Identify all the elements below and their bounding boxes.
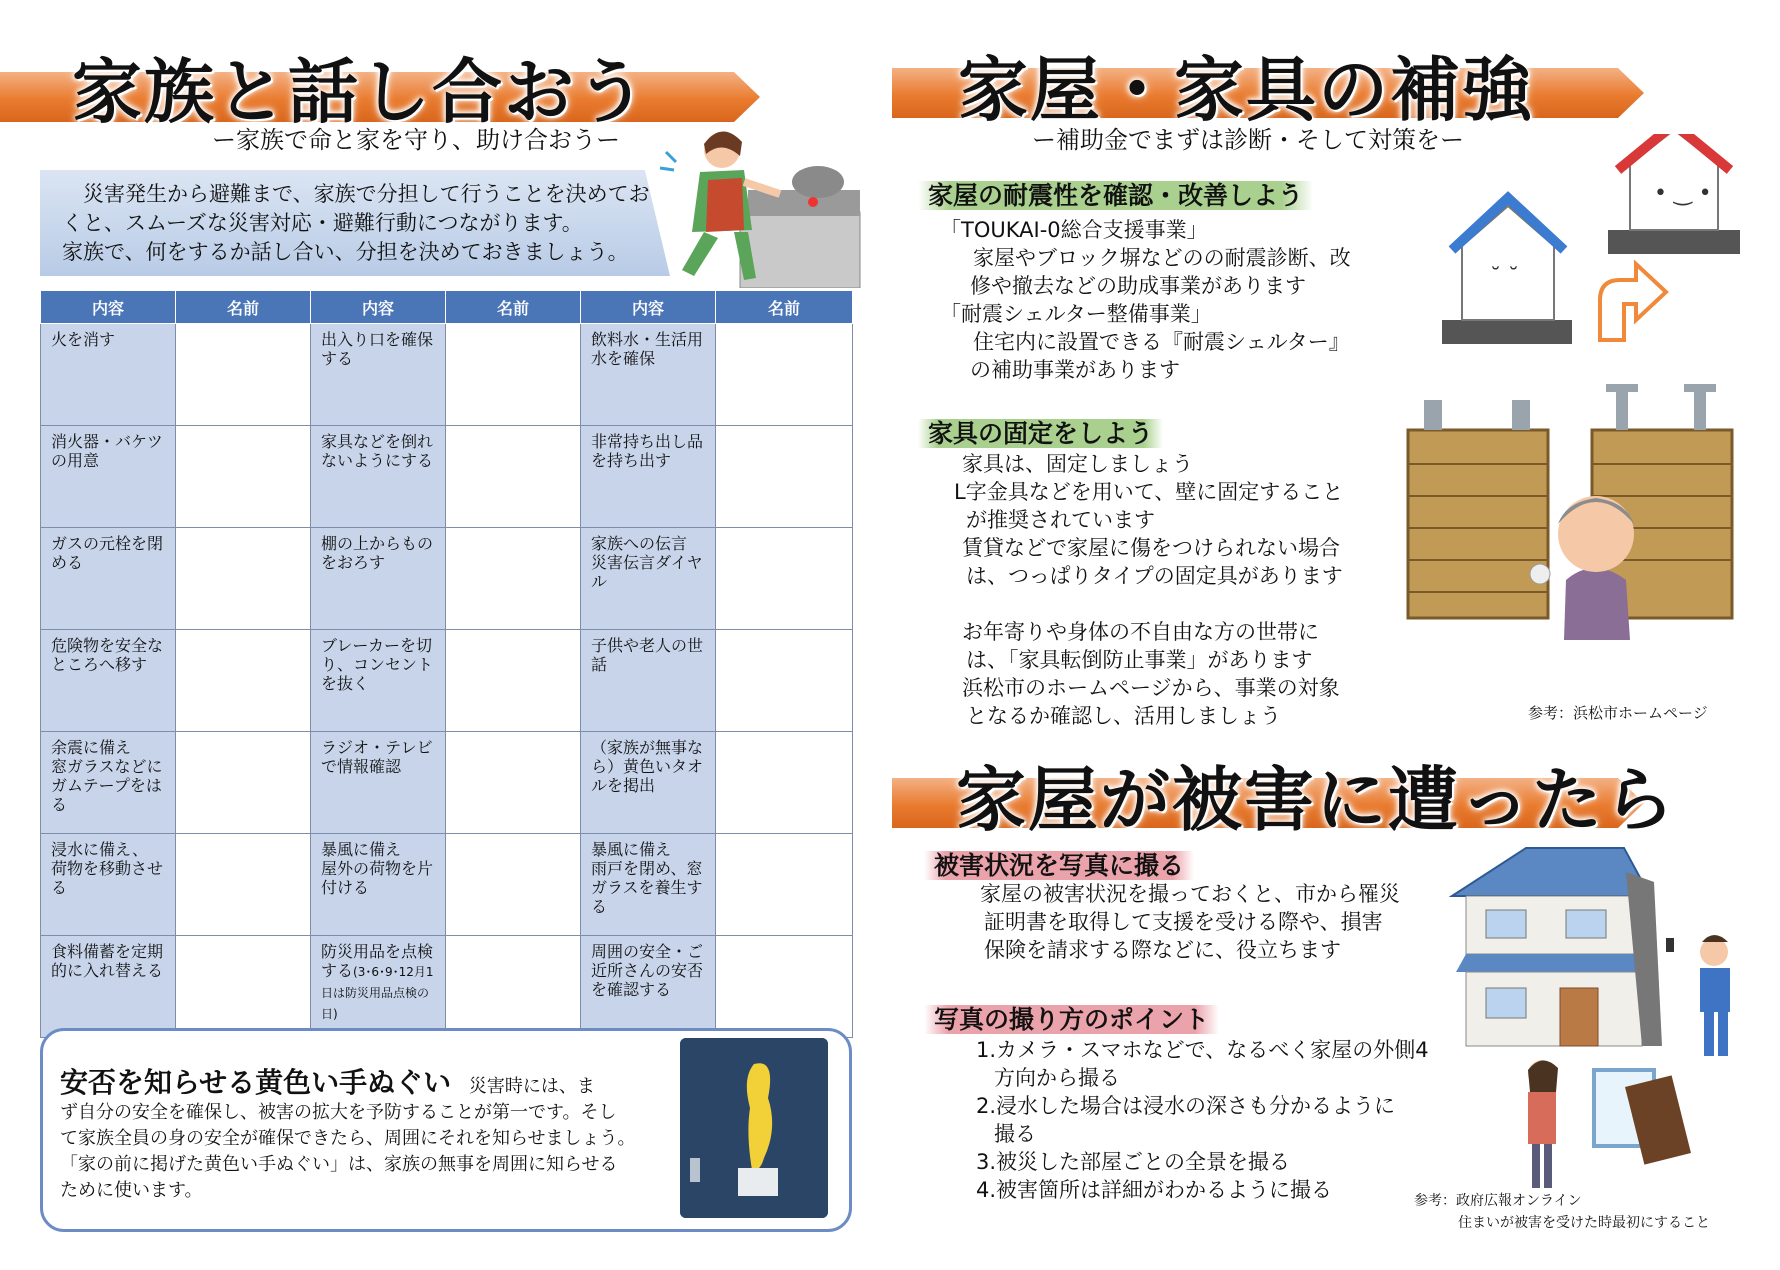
name-cell[interactable] — [176, 324, 311, 426]
name-cell[interactable] — [446, 528, 581, 630]
name-cell[interactable] — [716, 834, 853, 936]
tips-line: 方向から撮る — [994, 1066, 1120, 1090]
furniture-heading: 家具の固定をしよう — [918, 414, 1163, 450]
furniture-line: は、つっぱりタイプの固定具があります — [966, 564, 1343, 588]
task-cell: 飲料水・生活用水を確保 — [581, 324, 716, 426]
name-cell[interactable] — [446, 936, 581, 1038]
svg-text:˘ ˘: ˘ ˘ — [1490, 265, 1519, 290]
col-header-name: 名前 — [716, 291, 853, 324]
svg-text:• ‿ •: • ‿ • — [1654, 181, 1712, 206]
photo-line: 保険を請求する際などに、役立ちます — [984, 938, 1341, 962]
col-header-name: 名前 — [446, 291, 581, 324]
task-cell: 暴風に備え 屋外の荷物を片付ける — [311, 834, 446, 936]
quake-line: 修や撤去などの助成事業があります — [970, 274, 1306, 298]
name-cell[interactable] — [446, 324, 581, 426]
table-row — [41, 324, 853, 426]
house-damage-illustration — [1438, 134, 1748, 356]
page-title-family: 家族と話し合おう — [72, 51, 648, 133]
furniture-line — [962, 590, 1343, 618]
table-row — [41, 426, 853, 528]
name-cell[interactable] — [716, 528, 853, 630]
task-cell: 浸水に備え、 荷物を移動させる — [41, 834, 176, 936]
task-cell: ブレーカーを切り、コンセントを抜く — [311, 630, 446, 732]
towel-line: 「家の前に掲げた黄色い手ぬぐい」は、家族の無事を周囲に知らせる — [60, 1154, 618, 1175]
name-cell[interactable] — [446, 630, 581, 732]
tips-line: 3.被災した部屋ごとの全景を撮る — [976, 1150, 1291, 1174]
towel-text — [60, 1066, 670, 1204]
tips-line: 2.浸水した場合は浸水の深さも分かるように — [976, 1094, 1396, 1118]
tips-line: 4.被害箇所は詳細がわかるように撮る — [976, 1178, 1333, 1202]
task-cell: 家族への伝言 災害伝言ダイヤル — [581, 528, 716, 630]
towel-lead: 災害時には、ま — [468, 1076, 595, 1097]
task-cell: ラジオ・テレビで情報確認 — [311, 732, 446, 834]
damaged-house-photo-illustration — [1446, 842, 1746, 1240]
furniture-line: L字金具などを用いて、壁に固定すること — [954, 480, 1344, 504]
table-row — [41, 834, 853, 936]
furniture-text — [954, 450, 1344, 730]
table-row — [41, 936, 853, 1038]
name-cell[interactable] — [176, 426, 311, 528]
intro-line: 家族で、何をするか話し合い、分担を決めておきましょう。 — [62, 240, 629, 264]
intro-line: 災害発生から避難まで、家族で分担して行うことを決めてお — [62, 182, 650, 206]
tips-text — [976, 1036, 1429, 1204]
task-cell: 家具などを倒れないようにする — [311, 426, 446, 528]
name-cell[interactable] — [716, 426, 853, 528]
task-cell: 危険物を安全なところへ移す — [41, 630, 176, 732]
table-row — [41, 630, 853, 732]
task-cell: 暴風に備え 雨戸を閉め、窓ガラスを養生する — [581, 834, 716, 936]
furniture-line: は、「家具転倒防止事業」があります — [966, 648, 1313, 672]
yellow-towel-photo — [680, 1038, 828, 1218]
furniture-fixing-illustration — [1404, 384, 1740, 644]
photo-line: 証明書を取得して支援を受ける際や、損害 — [984, 910, 1383, 934]
tips-reference-2: 住まいが被害を受けた時最初にすること — [1458, 1215, 1710, 1231]
towel-line: ず自分の安全を確保し、被害の拡大を予防することが第一です。そし — [60, 1102, 617, 1123]
task-cell: ガスの元栓を閉める — [41, 528, 176, 630]
furniture-line: お年寄りや身体の不自由な方の世帯に — [962, 620, 1319, 644]
name-cell[interactable] — [446, 834, 581, 936]
furniture-line: が推奨されています — [966, 508, 1155, 532]
task-cell: （家族が無事なら）黄色いタオルを掲出 — [581, 732, 716, 834]
inspection-note: (3･6･9･12月1日は防災用品点検の日) — [321, 965, 434, 1021]
furniture-reference: 参考：浜松市ホームページ — [1528, 704, 1708, 722]
task-cell: 余震に備え 窓ガラスなどにガムテープをはる — [41, 732, 176, 834]
quake-line: 「TOUKAI-0総合支援事業」 — [940, 218, 1208, 242]
quake-line: 家屋やブロック塀などのの耐震診断、改 — [952, 246, 1351, 270]
table-row — [41, 732, 853, 834]
name-cell[interactable] — [176, 528, 311, 630]
name-cell[interactable] — [446, 732, 581, 834]
task-cell: 棚の上からものをおろす — [311, 528, 446, 630]
name-cell[interactable] — [176, 834, 311, 936]
quake-line: 「耐震シェルター整備事業」 — [940, 302, 1212, 326]
towel-title: 安否を知らせる黄色い手ぬぐい — [60, 1066, 452, 1099]
furniture-line: 浜松市のホームページから、事業の対象 — [962, 676, 1340, 700]
task-cell: 出入り口を確保する — [311, 324, 446, 426]
tips-reference-1: 参考：政府広報オンライン — [1414, 1193, 1582, 1209]
table-row — [41, 528, 853, 630]
task-cell: 防災用品を点検する(3･6･9･12月1日は防災用品点検の日) — [311, 936, 446, 1038]
photo-line: 家屋の被害状況を撮っておくと、市から罹災 — [980, 882, 1400, 906]
col-header-name: 名前 — [176, 291, 311, 324]
quake-line: の補助事業があります — [970, 358, 1180, 382]
furniture-line: 家具は、固定しましょう — [962, 452, 1193, 476]
table-header-row — [41, 291, 853, 324]
name-cell[interactable] — [716, 936, 853, 1038]
name-cell[interactable] — [176, 936, 311, 1038]
task-cell: 火を消す — [41, 324, 176, 426]
page-title-reinforce: 家屋・家具の補強 — [958, 49, 1534, 131]
task-cell: 消火器・バケツの用意 — [41, 426, 176, 528]
page-title-damage: 家屋が被害に遭ったら — [956, 759, 1676, 841]
name-cell[interactable] — [176, 732, 311, 834]
task-cell: 子供や老人の世話 — [581, 630, 716, 732]
furniture-line: 賃貸などで家屋に傷をつけられない場合 — [962, 536, 1340, 560]
task-cell: 非常持ち出し品を持ち出す — [581, 426, 716, 528]
tips-heading: 写真の撮り方のポイント — [924, 1000, 1219, 1036]
tips-line: 1.カメラ・スマホなどで、なるべく家屋の外側4 — [976, 1038, 1429, 1062]
col-header-task: 内容 — [581, 291, 716, 324]
task-cell: 周囲の安全・ご近所さんの安否を確認する — [581, 936, 716, 1038]
name-cell[interactable] — [716, 732, 853, 834]
towel-line: て家族全員の身の安全が確保できたら、周囲にそれを知らせましょう。 — [60, 1128, 636, 1149]
furniture-line: となるか確認し、活用しましょう — [966, 704, 1281, 728]
col-header-task: 内容 — [41, 291, 176, 324]
task-cell: 食料備蓄を定期的に入れ替える — [41, 936, 176, 1038]
name-cell[interactable] — [716, 630, 853, 732]
intro-text — [62, 180, 682, 267]
photo-heading: 被害状況を写真に撮る — [924, 846, 1194, 882]
photo-text — [980, 880, 1400, 964]
name-cell[interactable] — [446, 426, 581, 528]
subtitle-family: ー家族で命と家を守り、助け合おうー — [212, 126, 620, 154]
name-cell[interactable] — [176, 630, 311, 732]
name-cell[interactable] — [716, 324, 853, 426]
intro-line: くと、スムーズな災害対応・避難行動につながります。 — [62, 211, 583, 235]
tips-line: 撮る — [994, 1122, 1036, 1146]
task-table-body — [41, 324, 853, 1038]
quake-text — [940, 216, 1351, 384]
col-header-task: 内容 — [311, 291, 446, 324]
task-table — [40, 290, 853, 1038]
towel-line: ために使います。 — [60, 1180, 203, 1201]
subtitle-reinforce: ー補助金でまずは診断・そして対策をー — [1032, 126, 1464, 154]
quake-line: 住宅内に設置できる『耐震シェルター』 — [952, 330, 1350, 354]
quake-heading: 家屋の耐震性を確認・改善しよう — [918, 176, 1313, 212]
